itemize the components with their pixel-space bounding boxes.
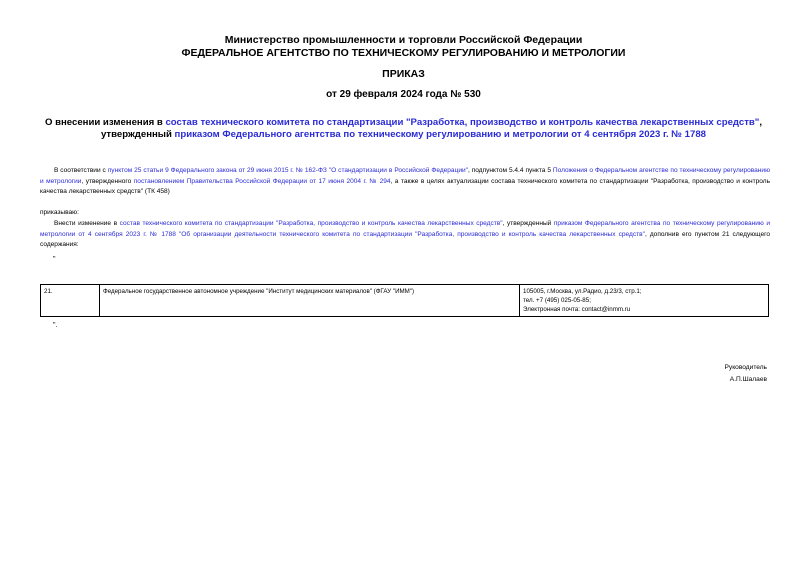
title-text: , <box>759 117 763 128</box>
member-phone: тел. +7 (495) 025-05-85; <box>523 297 591 304</box>
agency-name: ФЕДЕРАЛЬНОЕ АГЕНТСТВО ПО ТЕХНИЧЕСКОМУ РЕГУЛИРОВАНИЮ И МЕТРОЛОГИИ <box>181 47 626 59</box>
link-agency-regulation[interactable]: Положения о Федеральном агентстве по техническому регулированию и метрологии <box>40 167 770 185</box>
preamble-text: , подпунктом 5.4.4 пункта 5 <box>467 167 553 174</box>
quote-close-mark: ". <box>53 322 58 329</box>
member-email: Электронная почта: contact@inmm.ru <box>523 306 631 313</box>
link-committee-composition[interactable]: состав технического комитета по стандартизации "Разработка, производство и контроль качества лекарственных средств" <box>119 220 503 227</box>
ministry-name: Министерство промышленности и торговли Российской Федерации <box>224 34 583 46</box>
document-title-line-1 <box>0 117 807 128</box>
table-row <box>41 285 769 317</box>
link-order-1788[interactable]: приказом Федерального агентства по техническому регулированию и метрологии от 4 сентября 2023 г. № 1788 "Об организации деятельности технического комитета по стандартизации "Разработка, производство и контроль качества лекарственных средств" <box>40 220 770 238</box>
preamble-text: , утвержденного <box>81 177 134 185</box>
signatory-name: А.П.Шалаев <box>729 376 767 383</box>
title-text: утвержденный <box>100 129 175 140</box>
document-type: ПРИКАЗ <box>382 68 425 80</box>
preamble-text: , а также в целях актуализации состава технического комитета по стандартизации "Разработка, производство и контроль качества лекарственных средств" (ТК 458) <box>40 177 770 195</box>
document-title-line-2 <box>0 129 807 140</box>
title-text: О внесении изменения в <box>44 117 166 128</box>
preamble-paragraph <box>40 166 770 198</box>
signatory-title: Руководитель <box>724 364 767 371</box>
link-government-resolution[interactable]: постановлением Правительства Российской Федерации от 17 июня 2004 г. № 294 <box>133 177 391 185</box>
committee-member-table <box>40 284 769 317</box>
quote-open-mark: " <box>53 256 56 263</box>
ordered-text: приказываю: <box>40 209 79 216</box>
order-text: Внести изменение в <box>54 220 120 227</box>
title-link-order[interactable]: приказом Федерального агентства по техническому регулированию и метрологии от 4 сентября 2023 г. № 1788 <box>174 129 707 140</box>
member-address: 105005, г.Москва, ул.Радио, д.23/3, стр.1; <box>523 288 642 295</box>
member-organization: Федеральное государственное автономное учреждение "Институт медицинских материалов" (ФГАУ "ИММ") <box>100 285 520 317</box>
document-date: от 29 февраля 2024 года № 530 <box>326 89 481 100</box>
order-text: , дополнив его пунктом 21 следующего содержания: <box>40 230 770 248</box>
preamble-text: В соответствии с <box>54 167 108 174</box>
order-text: , утвержденный <box>502 220 554 227</box>
member-number: 21. <box>41 285 100 317</box>
order-paragraph <box>40 219 770 251</box>
member-contacts <box>520 285 769 317</box>
link-federal-law[interactable]: пунктом 25 статьи 9 Федерального закона от 29 июня 2015 г. № 162-ФЗ "О стандартизации в Российской Федерации" <box>107 167 468 174</box>
title-link-committee[interactable]: состав технического комитета по стандартизации "Разработка, производство и контроль качества лекарственных средств" <box>165 117 760 128</box>
